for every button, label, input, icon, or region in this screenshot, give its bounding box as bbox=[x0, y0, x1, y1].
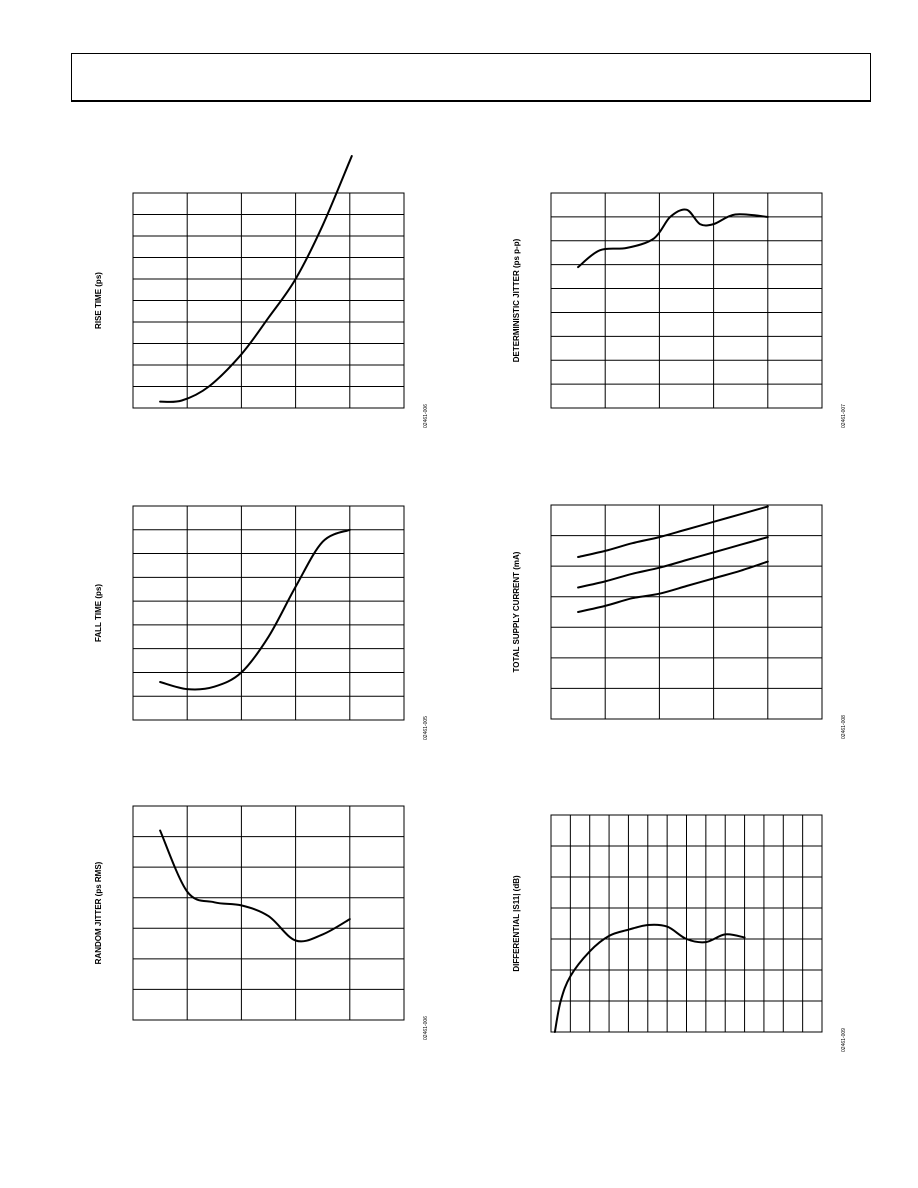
fall-time-figure-id: 02461-005 bbox=[423, 716, 429, 740]
differential-s11-series bbox=[555, 925, 745, 1032]
deterministic-jitter-ylabel: DETERMINISTIC JITTER (ps p-p) bbox=[512, 238, 521, 363]
supply-current-figure-id: 02461-008 bbox=[841, 715, 847, 739]
differential-s11-grid bbox=[551, 815, 822, 1032]
supply-current-ylabel: TOTAL SUPPLY CURRENT (mA) bbox=[512, 551, 521, 673]
differential-s11-figure-id: 02461-009 bbox=[841, 1028, 847, 1052]
random-jitter-ylabel: RANDOM JITTER (ps RMS) bbox=[94, 861, 103, 965]
rise-time-figure-id: 02461-006 bbox=[423, 404, 429, 428]
differential-s11-series-line-0 bbox=[555, 925, 745, 1032]
deterministic-jitter-figure-id: 02461-007 bbox=[841, 404, 847, 428]
rise-time-ylabel: RISE TIME (ps) bbox=[94, 272, 103, 329]
fall-time-ylabel: FALL TIME (ps) bbox=[94, 583, 103, 643]
differential-s11-ylabel: DIFFERENTIAL |S11| (dB) bbox=[512, 875, 521, 972]
random-jitter-figure-id: 02461-006 bbox=[423, 1016, 429, 1040]
